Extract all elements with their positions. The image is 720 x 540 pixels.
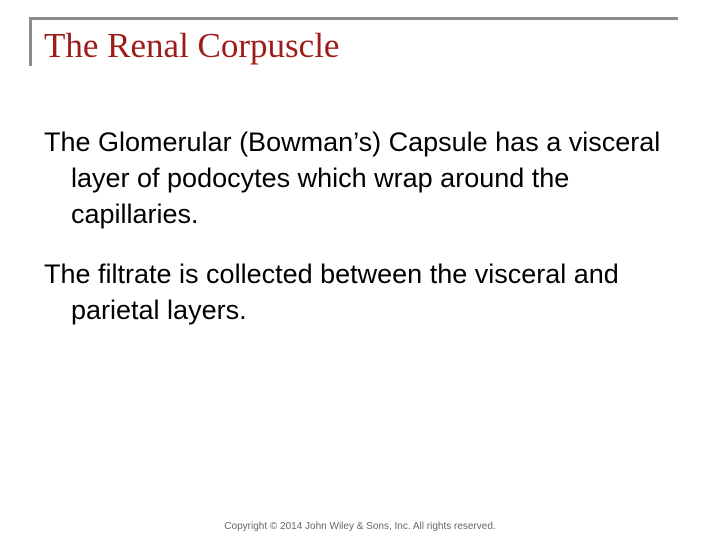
slide-body bbox=[44, 124, 684, 328]
copyright-footer bbox=[0, 520, 720, 534]
slide-title: The Renal Corpuscle bbox=[44, 26, 340, 65]
body-paragraph-capsule: The Glomerular (Bowman’s) Capsule has a visceral layer of podocytes which wrap around the capillaries. bbox=[44, 127, 661, 229]
title-frame-top-rule bbox=[29, 17, 678, 20]
copyright-text: Copyright © 2014 John Wiley & Sons, Inc. All rights reserved. bbox=[224, 521, 496, 532]
body-paragraph-filtrate: The filtrate is collected between the visceral and parietal layers. bbox=[44, 259, 619, 325]
title-frame-left-rule bbox=[29, 17, 32, 66]
